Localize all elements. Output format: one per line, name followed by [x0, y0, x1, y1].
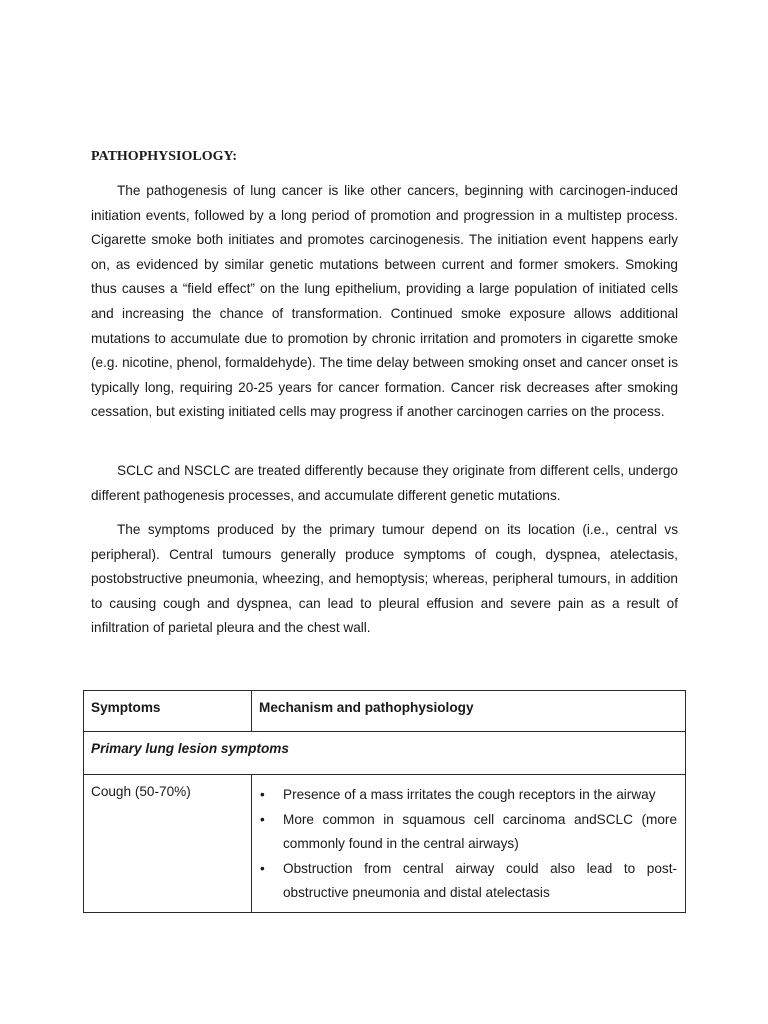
header-cell-mechanism: [252, 691, 686, 732]
list-item-text: More common in squamous cell carcinoma andSCLC (more commonly found in the central airways): [283, 811, 677, 852]
list-item-text: Obstruction from central airway could also lead to post-obstructive pneumonia and distal atelectasis: [283, 860, 677, 901]
symptoms-table: [83, 690, 686, 913]
table-section-row: [84, 732, 686, 775]
symptom-label: Cough (50-70%): [91, 784, 191, 799]
paragraph-pathogenesis: The pathogenesis of lung cancer is like other cancers, beginning with carcinogen-induced initiation events, followed by a long period of promotion and progression in a multistep process. Cigarette smoke both initiates and promotes carcinogenesis. The initiation event happens early on, as evidenced by similar genetic mutations between current and former smokers. Smoking thus causes a “field effect” on the lung epithelium, providing a large population of initiated cells and increasing the chance of transformation. Continued smoke exposure allows additional mutations to accumulate due to promotion by chronic irritation and promoters in cigarette smoke (e.g. nicotine, phenol, formaldehyde). The time delay between smoking onset and cancer onset is typically long, requiring 20-25 years for cancer formation. Cancer risk decreases after smoking cessation, but existing initiated cells may progress if another carcinogen carries on the process.: [91, 183, 678, 420]
header-symptoms-label: Symptoms: [91, 700, 161, 715]
list-item: [260, 808, 677, 857]
paragraph-sclc-nsclc: SCLC and NSCLC are treated differently because they originate from different cells, undergo different pathogenesis processes, and accumulate different genetic mutations.: [91, 463, 678, 503]
table-row: [84, 775, 686, 913]
header-cell-symptoms: [84, 691, 252, 732]
mechanism-list: [252, 775, 685, 906]
header-mechanism-label: Mechanism and pathophysiology: [259, 700, 474, 715]
section-title-label: Primary lung lesion symptoms: [91, 741, 289, 756]
bullet-icon: •: [260, 811, 265, 827]
section-heading: PATHOPHYSIOLOGY:: [91, 149, 237, 164]
paragraph-symptoms-location: The symptoms produced by the primary tumour depend on its location (i.e., central vs peripheral). Central tumours generally produce symptoms of cough, dyspnea, atelectasis, postobstructive pneumonia, wheezing, and hemoptysis; whereas, peripheral tumours, in addition to causing cough and dyspnea, can lead to pleural effusion and severe pain as a result of infiltration of parietal pleura and the chest wall.: [91, 522, 678, 636]
mechanism-cell: [252, 775, 686, 913]
list-item: [260, 857, 677, 906]
bullet-icon: •: [260, 860, 265, 876]
bullet-icon: •: [260, 787, 265, 802]
section-title-cell: [84, 732, 686, 775]
symptom-cell: [84, 775, 252, 913]
list-item: [260, 783, 677, 808]
table-header-row: [84, 691, 686, 732]
list-item-text: Presence of a mass irritates the cough receptors in the airway: [283, 787, 656, 802]
